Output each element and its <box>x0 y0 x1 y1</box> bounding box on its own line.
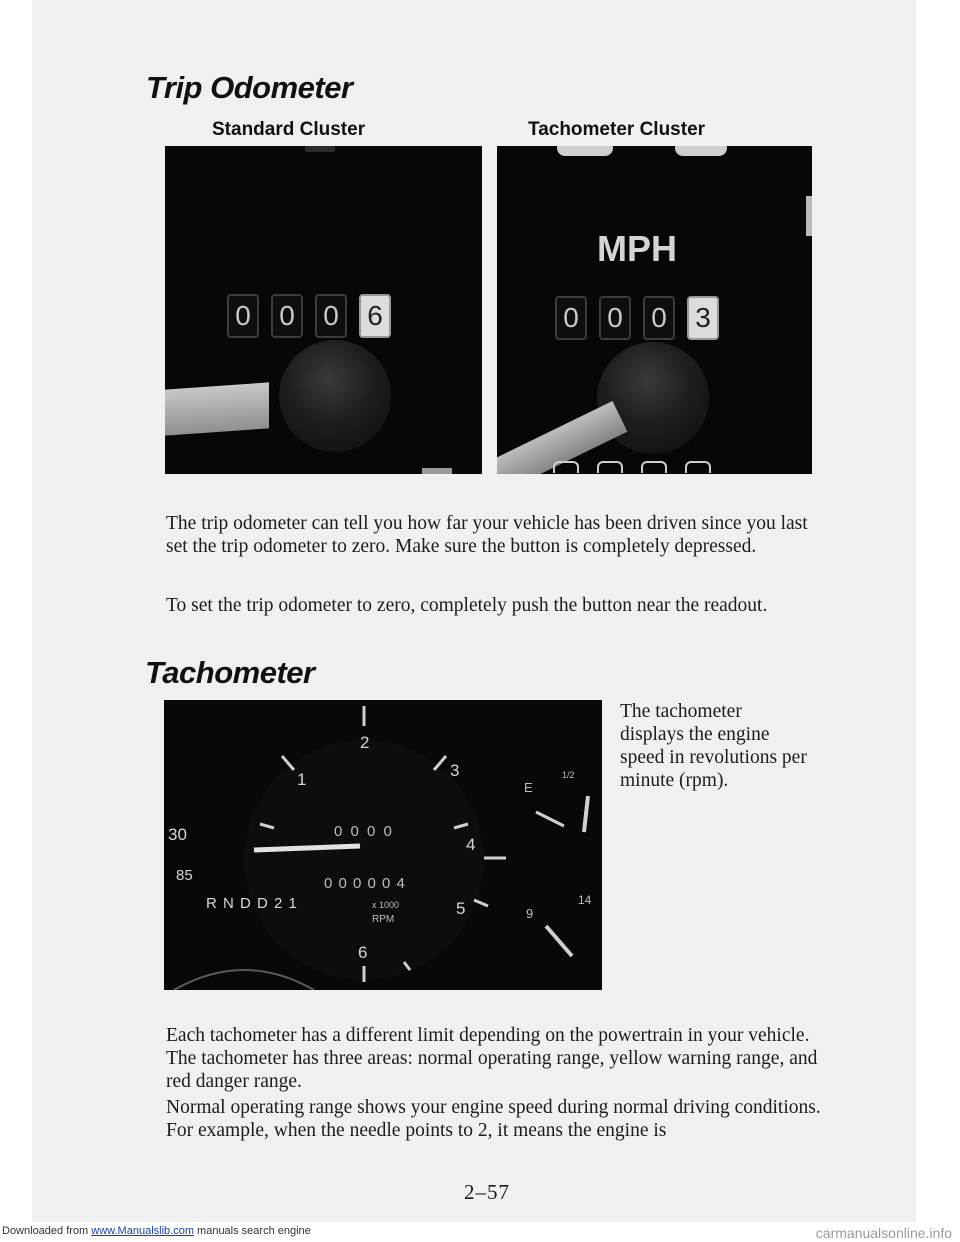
watermark: carmanualsonline.info <box>815 1225 952 1241</box>
standard-cluster-photo <box>165 146 482 474</box>
trip-digit: 0 <box>555 296 587 340</box>
tachometer-gauge <box>164 700 602 990</box>
tachometer-heading: Tachometer <box>145 655 315 690</box>
tachometer-photo <box>164 700 602 990</box>
tach-tick-2: 2 <box>360 733 370 752</box>
tachometer-side-text: The tachometer displays the engine speed in revolutions per minute (rpm). <box>620 701 807 791</box>
footer-suffix: manuals search engine <box>193 1225 311 1237</box>
tachometer-cluster-caption: Tachometer Cluster <box>528 119 706 140</box>
trip-digit: 0 <box>271 294 303 338</box>
left-gauge-30: 30 <box>168 825 187 844</box>
trip-digit: 6 <box>359 294 391 338</box>
fuel-empty: E <box>524 780 533 795</box>
needle <box>165 382 269 435</box>
trip-odometer-heading: Trip Odometer <box>146 70 353 105</box>
trip-digit: 0 <box>599 296 631 340</box>
tach-unit-x1000: x 1000 <box>372 900 400 910</box>
gear-indicator: R N D D 2 1 <box>206 895 298 912</box>
trip-digit: 0 <box>227 294 259 338</box>
footer-prefix: Downloaded from <box>2 1225 92 1237</box>
trip-digit: 0 <box>315 294 347 338</box>
trip-paragraph-2: To set the trip odometer to zero, completely push the button near the readout. <box>166 595 768 616</box>
tach-tick-1: 1 <box>297 770 307 789</box>
tach-tick-6: 6 <box>358 943 368 962</box>
temp-high: 14 <box>578 893 592 907</box>
tach-paragraph-1: Each tachometer has a different limit depending on the powertrain in your vehicle. The tachometer has three areas: normal operating range, yellow warning range, and red danger range. <box>166 1025 818 1092</box>
tach-odometer-readout: 0 0 0 0 0 4 <box>324 875 406 892</box>
reset-button <box>279 340 391 452</box>
tach-paragraph-2: Normal operating range shows your engine speed during normal driving conditions. For example, when the needle points to 2, it means the engine is <box>166 1097 821 1141</box>
mph-label: MPH <box>597 228 677 269</box>
page-number: 2–57 <box>464 1180 510 1204</box>
tach-tick-5: 5 <box>456 899 466 918</box>
tach-tick-4: 4 <box>466 835 476 854</box>
tach-trip-readout: 0 0 0 0 <box>334 823 394 840</box>
tach-unit-rpm: RPM <box>372 914 395 925</box>
footer-bar <box>0 1222 960 1242</box>
trip-digit: 3 <box>687 296 719 340</box>
tachometer-cluster-photo <box>497 146 812 474</box>
left-gauge-85: 85 <box>176 867 193 884</box>
tach-tick-3: 3 <box>450 761 460 780</box>
trip-paragraph-1: The trip odometer can tell you how far your vehicle has been driven since you last set the trip odometer to zero. Make sure the button is completely depressed. <box>166 513 808 557</box>
standard-cluster-caption: Standard Cluster <box>212 119 366 140</box>
trip-digit: 0 <box>643 296 675 340</box>
fuel-half: 1/2 <box>562 770 575 780</box>
temp-low: 9 <box>526 906 534 921</box>
manualslib-link[interactable]: www.Manualslib.com <box>91 1225 194 1237</box>
